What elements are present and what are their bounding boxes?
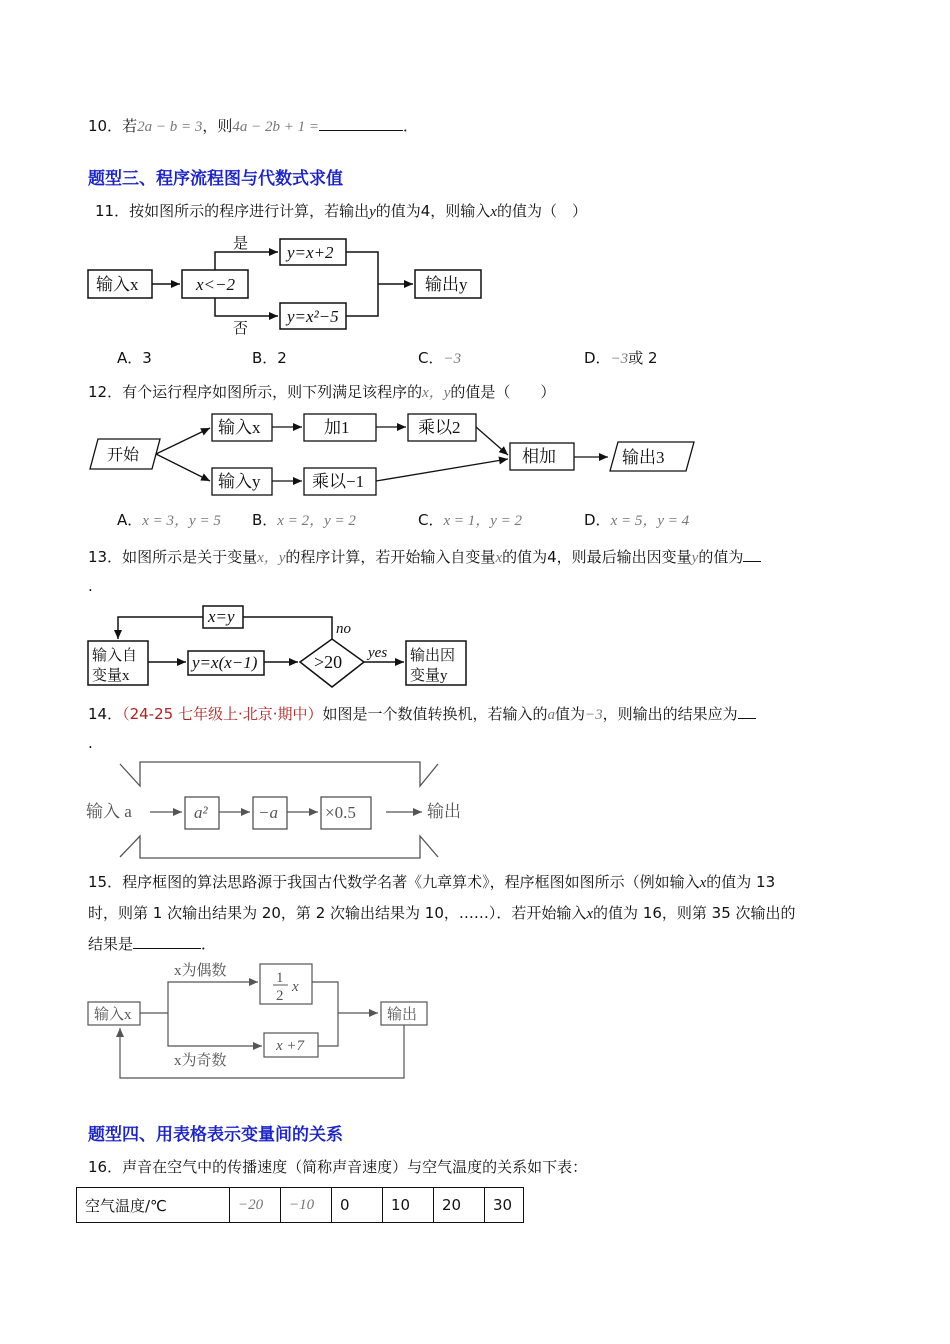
q11-yes-formula: y=x+2 xyxy=(287,243,334,262)
q16-table-cell: 0 xyxy=(332,1188,383,1223)
question-12 xyxy=(88,381,555,404)
q14-input-label: 输入 a xyxy=(86,802,132,821)
q13-vars: x，y xyxy=(257,550,286,566)
q14-number: 14． xyxy=(88,705,123,723)
q15-plus7-label: x +7 xyxy=(276,1038,305,1054)
q11-option-d-value: −3 xyxy=(610,351,629,367)
q12-flowchart xyxy=(90,414,694,495)
q11-output-label: 输出y xyxy=(425,275,468,294)
question-15-line-2 xyxy=(88,902,796,925)
q16-table-cell: −20 xyxy=(230,1188,281,1223)
q11-option-a[interactable] xyxy=(117,347,152,369)
q15-output-label: 输出 xyxy=(387,1007,418,1023)
q12-input-y-label: 输入y xyxy=(218,472,261,491)
q13-output-label-1: 输出因 xyxy=(410,648,456,664)
q11-text-a: 11．按如图所示的程序进行计算，若输出 xyxy=(95,202,370,220)
q12-option-d[interactable] xyxy=(584,509,689,532)
q12-text-a: 12．有个运行程序如图所示，则下列满足该程序的 xyxy=(88,383,423,401)
q16-table-cell: 30 xyxy=(485,1188,524,1223)
q12-option-d-value: x = 5，y = 4 xyxy=(610,513,690,529)
q11-option-d-suffix: 或 2 xyxy=(628,349,658,367)
q13-answer-blank xyxy=(743,545,761,562)
q11-option-d-label: D． xyxy=(584,349,611,367)
q15-even-label: x为偶数 xyxy=(174,963,227,979)
q13-var-x: x xyxy=(495,550,503,566)
q13-input-label-2: 变量x xyxy=(92,668,130,684)
q12-option-a[interactable] xyxy=(117,509,221,532)
q15-var-x-2: x xyxy=(586,906,594,922)
q14-answer-blank xyxy=(738,702,756,719)
q15-half-box xyxy=(260,964,312,1004)
q12-option-c-label: C． xyxy=(418,511,444,529)
question-15-line-3 xyxy=(88,932,216,955)
q16-table-cell: 20 xyxy=(434,1188,485,1223)
q14-text-c: ，则输出的结果应为 xyxy=(602,705,738,723)
q13-yes-label: yes xyxy=(368,645,388,661)
q10-expr1: 2a − b = 3 xyxy=(137,119,203,135)
q15-answer-blank xyxy=(133,932,201,949)
question-13 xyxy=(88,545,761,569)
q13-var-y: y xyxy=(691,550,699,566)
q12-option-d-label: D． xyxy=(584,511,611,529)
q13-cond-label: >20 xyxy=(314,652,343,672)
q11-text-c: 的值为（ ） xyxy=(496,202,587,220)
q11-option-b[interactable] xyxy=(252,347,287,369)
q12-option-a-label: A． xyxy=(117,511,143,529)
q12-option-a-value: x = 3，y = 5 xyxy=(142,513,221,529)
q13-text-c: 的值为4，则最后输出因变量 xyxy=(502,548,692,566)
q15-line2-end: 的值为 16，则第 35 次输出的 xyxy=(593,904,796,922)
q11-option-a-label: A． xyxy=(117,349,143,367)
q11-cond-label: x<−2 xyxy=(196,275,235,294)
question-14 xyxy=(88,702,756,726)
q13-text-d: 的值为 xyxy=(698,548,744,566)
q15-odd-label: x为奇数 xyxy=(174,1053,227,1069)
q10-number: 10．若 xyxy=(88,117,138,135)
q13-text-a: 13．如图所示是关于变量 xyxy=(88,548,258,566)
q10-mid: ，则 xyxy=(202,117,233,135)
q12-mulneg1-label: 乘以−1 xyxy=(312,472,365,491)
table-row xyxy=(77,1188,524,1223)
q12-output-label: 输出3 xyxy=(622,448,665,467)
q15-line1-end: 的值为 13 xyxy=(706,873,776,891)
q11-no-formula: y=x²−5 xyxy=(287,307,339,326)
q12-vars: x，y xyxy=(422,385,451,401)
q14-text-b: 值为 xyxy=(555,705,586,723)
q12-mul2-label: 乘以2 xyxy=(418,418,461,437)
q16-table-cell: 10 xyxy=(383,1188,434,1223)
q14-continuation: . xyxy=(88,734,93,752)
q12-input-x-label: 输入x xyxy=(218,418,261,437)
q15-line3-text: 结果是 xyxy=(88,935,134,953)
question-16: 16．声音在空气中的传播速度（简称声音速度）与空气温度的关系如下表： xyxy=(88,1158,588,1176)
q15-half-denominator: 2 xyxy=(276,988,284,1004)
q13-output-label-2: 变量y xyxy=(410,668,448,684)
q11-option-b-label: B． xyxy=(252,349,278,367)
q16-table-cell: −10 xyxy=(281,1188,332,1223)
q14-output-label: 输出 xyxy=(427,802,461,821)
q12-add1-label: 加1 xyxy=(324,418,350,437)
q10-end: ． xyxy=(402,117,418,135)
q16-table-header: 空气温度/℃ xyxy=(77,1188,230,1223)
q12-option-b[interactable] xyxy=(252,509,356,532)
q13-calc-label: y=x(x−1) xyxy=(192,653,258,672)
q11-text-b: 的值为4，则输入 xyxy=(375,202,491,220)
q13-continuation: . xyxy=(88,577,93,595)
q11-var-y: y xyxy=(369,204,376,220)
q14-text-a: 如图是一个数值转换机，若输入的 xyxy=(322,705,548,723)
q15-half-numerator: 1 xyxy=(276,970,284,986)
q11-no-label: 否 xyxy=(233,321,249,337)
q11-option-d[interactable] xyxy=(584,347,658,370)
q13-input-label-1: 输入自 xyxy=(92,648,138,664)
q11-option-c-label: C． xyxy=(418,349,444,367)
q16-table xyxy=(76,1187,524,1223)
q12-option-b-value: x = 2，y = 2 xyxy=(277,513,356,529)
q13-no-label: no xyxy=(336,621,351,637)
q14-source-tag: （24-25 七年级上·北京·期中） xyxy=(122,705,323,723)
q12-option-b-label: B． xyxy=(252,511,278,529)
q15-line3-end: ． xyxy=(201,935,217,953)
q13-assign-label: x=y xyxy=(208,607,235,626)
q14-machine xyxy=(120,762,438,858)
q15-half-x: x xyxy=(292,979,299,995)
q15-line2-text: 时，则第 1 次输出结果为 20，第 2 次输出结果为 10，……）．若开始输入 xyxy=(88,904,587,922)
q12-text-b: 的值是（ ） xyxy=(450,383,556,401)
q11-option-c[interactable] xyxy=(418,347,461,370)
q15-input-label: 输入x xyxy=(94,1007,132,1023)
q14-multiply-label: ×0.5 xyxy=(325,803,356,822)
q12-start-label: 开始 xyxy=(107,447,140,464)
q11-option-c-value: −3 xyxy=(443,351,462,367)
section-4-heading: 题型四、用表格表示变量间的关系 xyxy=(88,1125,343,1145)
section-3-heading: 题型三、程序流程图与代数式求值 xyxy=(88,169,343,189)
q11-flowchart xyxy=(88,239,481,329)
q14-value: −3 xyxy=(585,707,603,723)
q12-sum-label: 相加 xyxy=(522,447,556,466)
q14-var-a: a xyxy=(547,707,556,723)
q11-yes-label: 是 xyxy=(233,236,249,252)
q11-option-a-value: 3 xyxy=(142,349,152,367)
q11-input-label: 输入x xyxy=(96,275,139,294)
q15-line1-text: 15．程序框图的算法思路源于我国古代数学名著《九章算术》，程序框图如图所示（例如输入 xyxy=(88,873,700,891)
q15-var-x-1: x xyxy=(699,875,707,891)
q12-option-c-value: x = 1，y = 2 xyxy=(443,513,523,529)
q12-option-c[interactable] xyxy=(418,509,522,532)
q10-expr2: 4a − 2b + 1 = xyxy=(232,119,319,135)
q11-var-x: x xyxy=(490,204,497,220)
q14-square-label: a² xyxy=(194,803,208,822)
q11-option-b-value: 2 xyxy=(277,349,287,367)
q14-negate-label: −a xyxy=(258,803,278,822)
q13-text-b: 的程序计算，若开始输入自变量 xyxy=(285,548,496,566)
q15-flowchart xyxy=(88,964,427,1078)
question-15-line-1 xyxy=(88,871,775,894)
